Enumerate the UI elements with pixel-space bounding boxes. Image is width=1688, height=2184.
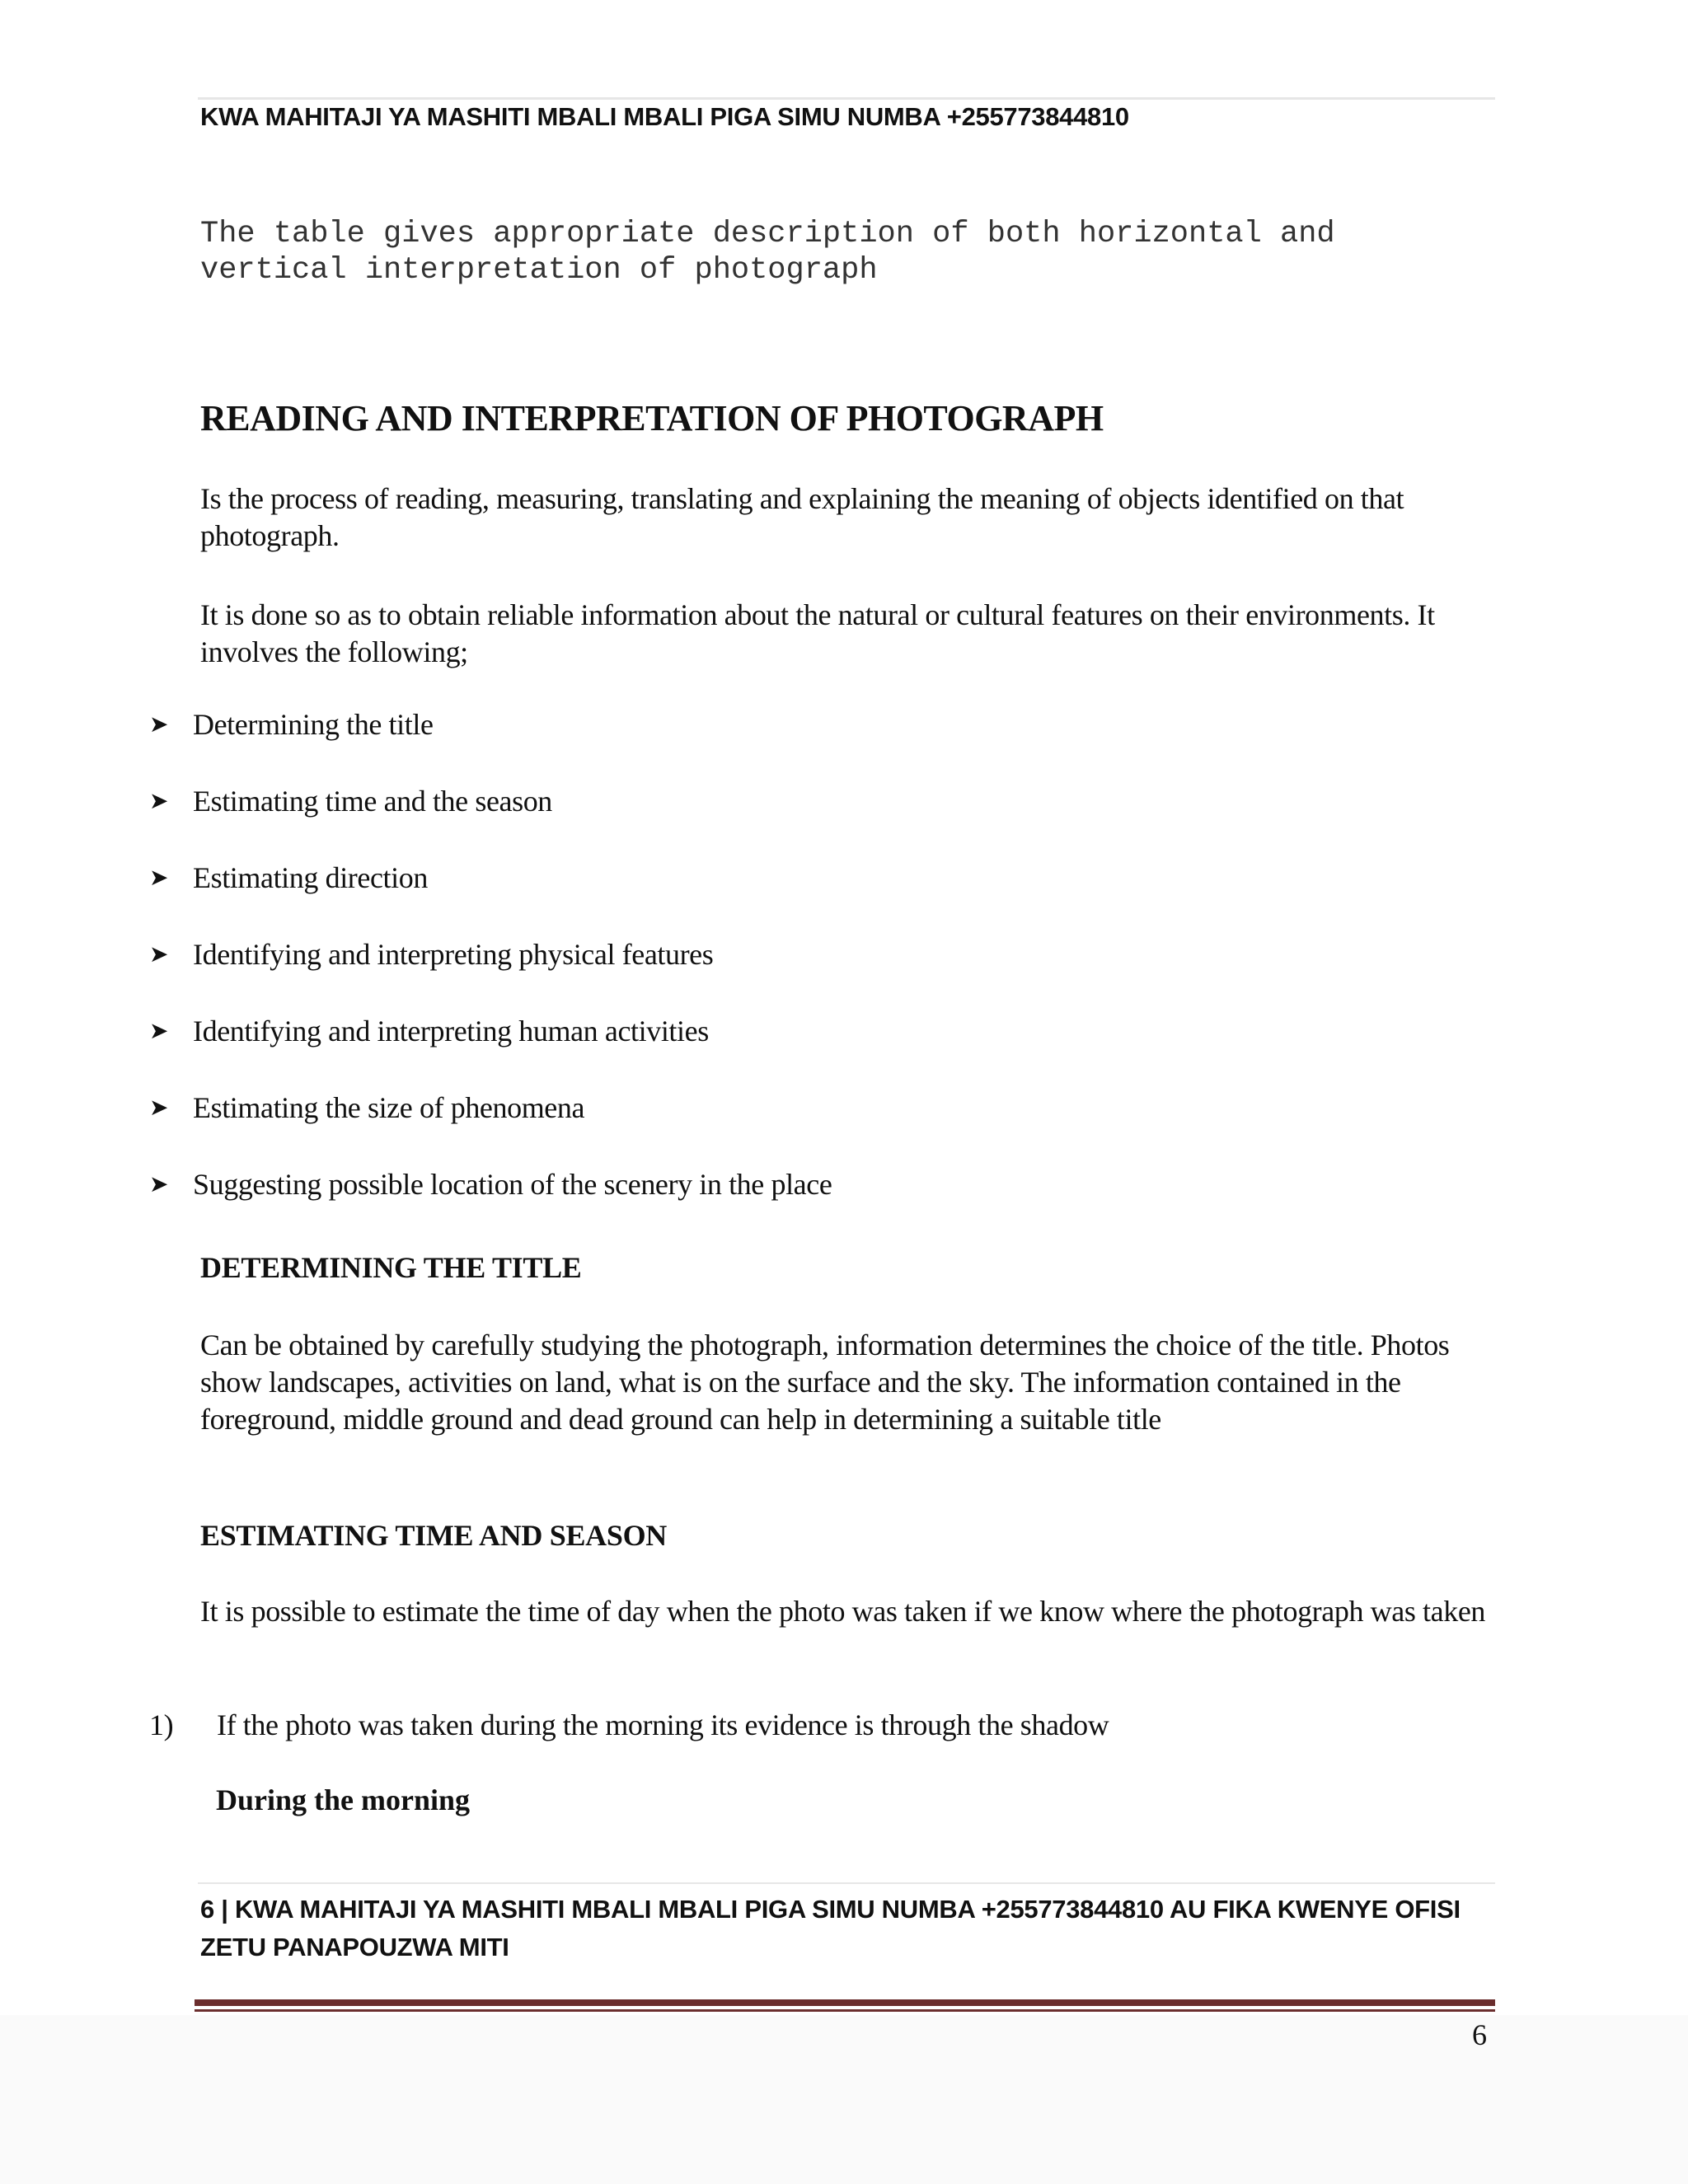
purpose-paragraph: It is done so as to obtain reliable information about the natural or cultural features on their environments. It involves the following; [200, 598, 1435, 668]
footer-text: 6 | KWA MAHITAJI YA MASHITI MBALI MBALI PIGA SIMU NUMBA +255773844810 AU FIKA KWENYE OFISI ZETU PANAPOUZWA MITI [200, 1895, 1461, 1961]
list-number: 1) [149, 1708, 174, 1741]
arrow-bullet-icon: ➤ [149, 1172, 169, 1197]
arrow-bullet-icon: ➤ [149, 865, 169, 891]
header-text: KWA MAHITAJI YA MASHITI MBALI MBALI PIGA SIMU NUMBA +255773844810 [200, 102, 1129, 131]
estimating-time-heading: ESTIMATING TIME AND SEASON [200, 1519, 668, 1552]
intro-monospace-text: The table gives appropriate description of both horizontal and vertical interpretation of photograph [200, 217, 1335, 288]
list-item: ➤ Suggesting possible location of the scenery in the place [149, 1168, 832, 1201]
arrow-bullet-icon: ➤ [149, 789, 169, 814]
arrow-bullet-icon: ➤ [149, 1019, 169, 1044]
header-rule [198, 97, 1495, 100]
list-item: ➤ Identifying and interpreting physical features [149, 938, 714, 971]
morning-subheading: During the morning [216, 1783, 471, 1816]
arrow-bullet-icon: ➤ [149, 942, 169, 968]
page-number: 6 [1472, 2018, 1487, 2051]
definition-paragraph: Is the process of reading, measuring, translating and explaining the meaning of objects identified on that photograph. [200, 482, 1404, 552]
list-item: ➤ Estimating the size of phenomena [149, 1091, 585, 1124]
footer-accent-line [195, 2009, 1495, 2012]
list-item: ➤ Estimating time and the season [149, 785, 552, 818]
footer-rule [198, 1882, 1495, 1884]
numbered-list-item [149, 1708, 1109, 1742]
footer-accent-bar [195, 1999, 1495, 2006]
determining-title-heading: DETERMINING THE TITLE [200, 1251, 582, 1284]
determining-title-paragraph: Can be obtained by carefully studying the photograph, information determines the choice of the title. Photos show landscapes, activities on land, what is on the surface and the sky. The information contained in the foreground, middle ground and dead ground can help in determining a suitable title [200, 1329, 1450, 1436]
list-item: ➤ Estimating direction [149, 861, 428, 894]
list-item: ➤ Determining the title [149, 708, 434, 741]
section-title: READING AND INTERPRETATION OF PHOTOGRAPH [200, 398, 1104, 438]
estimating-time-paragraph: It is possible to estimate the time of day when the photo was taken if we know where the photograph was taken [200, 1595, 1485, 1628]
list-item-text: If the photo was taken during the morning its evidence is through the shadow [217, 1708, 1109, 1741]
arrow-bullet-icon: ➤ [149, 712, 169, 738]
list-item: ➤ Identifying and interpreting human activities [149, 1015, 709, 1047]
arrow-bullet-icon: ➤ [149, 1095, 169, 1121]
page-bottom-area [0, 2015, 1688, 2184]
